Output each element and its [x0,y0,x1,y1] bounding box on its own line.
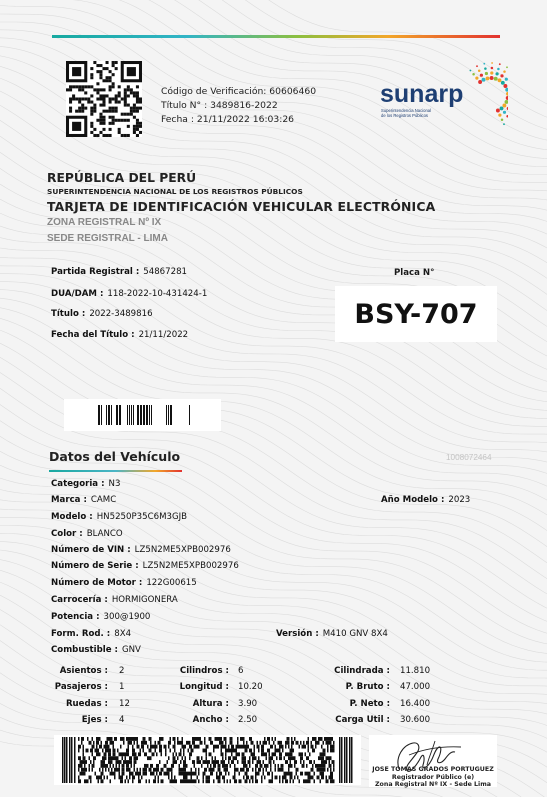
ruedas-value: 12 [119,699,130,709]
carroceria-value: HORMIGONERA [111,595,178,605]
combustible-label: Combustible : [51,645,118,655]
section-title: Datos del Vehículo [49,449,181,464]
version-value: M410 GNV 8X4 [322,629,388,639]
marca-value: CAMC [90,495,117,505]
peso-bruto-value: 47.000 [400,682,431,692]
vin-label: Número de VIN : [51,545,131,555]
carroceria-row [51,595,178,605]
verification-code-label: Código de Verificación: [161,86,267,97]
altura-value: 3.90 [238,699,258,709]
pasajeros-value: 1 [119,682,125,692]
longitud-value: 10.20 [238,682,263,692]
form-rod-row [51,629,131,639]
header-agency: SUPERINTENDENCIA NACIONAL DE LOS REGISTROS PÚBLICOS [47,187,303,196]
color-value: BLANCO [86,529,123,539]
marca-row [51,495,116,505]
titulo-row [51,309,153,319]
form-rod-value: 8X4 [114,629,132,639]
sunarp-logo-subtitle-2: de los Registros Públicos [381,113,429,118]
peso-bruto-label: P. Bruto : [345,682,390,692]
sunarp-logo [376,55,508,127]
asientos-label: Asientos : [59,666,108,676]
vin-row [51,545,231,555]
fecha-titulo-row [51,330,188,340]
signature-caption [369,766,497,789]
partida-label: Partida Registral : [51,267,140,277]
document-number: 1008072464 [446,453,492,462]
header-office: SEDE REGISTRAL - LIMA [47,233,168,244]
marca-label: Marca : [51,495,87,505]
verification-info [161,85,316,127]
pasajeros-label: Pasajeros : [54,682,108,692]
placa-value: BSY-707 [335,286,497,342]
modelo-value: HN5250P35C6M3GJB [96,512,188,522]
dua-value: 118-2022-10-431424-1 [107,289,208,299]
section-underline [49,470,182,472]
placa-label: Placa N° [394,268,435,278]
categoria-row [51,479,120,489]
cilindros-value: 6 [238,666,244,676]
longitud-label: Longitud : [179,682,229,692]
potencia-row [51,612,150,622]
peso-neto-value: 16.400 [400,699,431,709]
serie-row [51,561,239,571]
verification-title-label: Título N° : [161,100,208,111]
dua-label: DUA/DAM : [51,289,104,299]
version-label: Versión : [276,629,319,639]
verification-code-value: 60606460 [269,86,317,97]
titulo-label: Título : [51,309,86,319]
version-row [276,629,388,639]
barcode [64,399,221,431]
fecha-titulo-label: Fecha del Título : [51,330,135,340]
partida-value: 54867281 [143,267,188,277]
ejes-value: 4 [119,715,125,725]
header-zone: ZONA REGISTRAL Nº IX [47,217,162,228]
motor-row [51,578,197,588]
cilindrada-value: 11.810 [400,666,431,676]
serie-value: LZ5N2ME5XPB002976 [142,561,239,571]
ruedas-label: Ruedas : [65,699,108,709]
dua-row [51,289,207,299]
peso-neto-label: P. Neto : [349,699,390,709]
sunarp-logo-subtitle-1: Superintendencia Nacional [381,108,432,113]
anio-modelo-row [381,495,470,505]
motor-label: Número de Motor : [51,578,143,588]
carroceria-label: Carrocería : [51,595,108,605]
categoria-label: Categoria : [51,479,105,489]
cilindros-label: Cilindros : [179,666,229,676]
carga-util-label: Carga Util : [335,715,390,725]
modelo-label: Modelo : [51,512,93,522]
altura-label: Altura : [192,699,229,709]
motor-value: 122G00615 [146,578,197,588]
combustible-value: GNV [121,645,141,655]
signer-office: Zona Registral Nº IX - Sede Lima [374,781,492,789]
verification-date-label: Fecha : [161,114,194,125]
modelo-row [51,512,187,522]
color-bar [52,35,500,38]
ancho-label: Ancho : [192,715,229,725]
combustible-row [51,645,141,655]
categoria-value: N3 [108,479,121,489]
verification-title-value: 3489816-2022 [210,100,278,111]
color-row [51,529,123,539]
serie-label: Número de Serie : [51,561,139,571]
header-country: REPÚBLICA DEL PERÚ [47,171,197,185]
carga-util-value: 30.600 [400,715,431,725]
partida-row [51,267,187,277]
qr-code[interactable] [66,61,142,137]
sunarp-logo-text: sunarp [380,80,464,108]
signer-role: Registrador Público (e) [391,773,475,781]
fecha-titulo-value: 21/11/2022 [138,330,189,340]
header-card-title: TARJETA DE IDENTIFICACIÓN VEHICULAR ELECTRÓNICA [47,199,436,214]
pdf417-barcode [54,735,361,785]
ejes-label: Ejes : [81,715,108,725]
form-rod-label: Form. Rod. : [51,629,111,639]
signer-name: JOSE TOMAS GRADOS PORTUGUEZ [372,766,494,773]
verification-date-value: 21/11/2022 16:03:26 [196,114,295,125]
potencia-label: Potencia : [51,612,100,622]
color-label: Color : [51,529,83,539]
vin-value: LZ5N2ME5XPB002976 [134,545,231,555]
cilindrada-label: Cilindrada : [334,666,390,676]
asientos-value: 2 [119,666,125,676]
ancho-value: 2.50 [238,715,258,725]
anio-modelo-label: Año Modelo : [381,495,445,505]
potencia-value: 300@1900 [103,612,151,622]
titulo-value: 2022-3489816 [89,309,153,319]
anio-modelo-value: 2023 [448,495,471,505]
